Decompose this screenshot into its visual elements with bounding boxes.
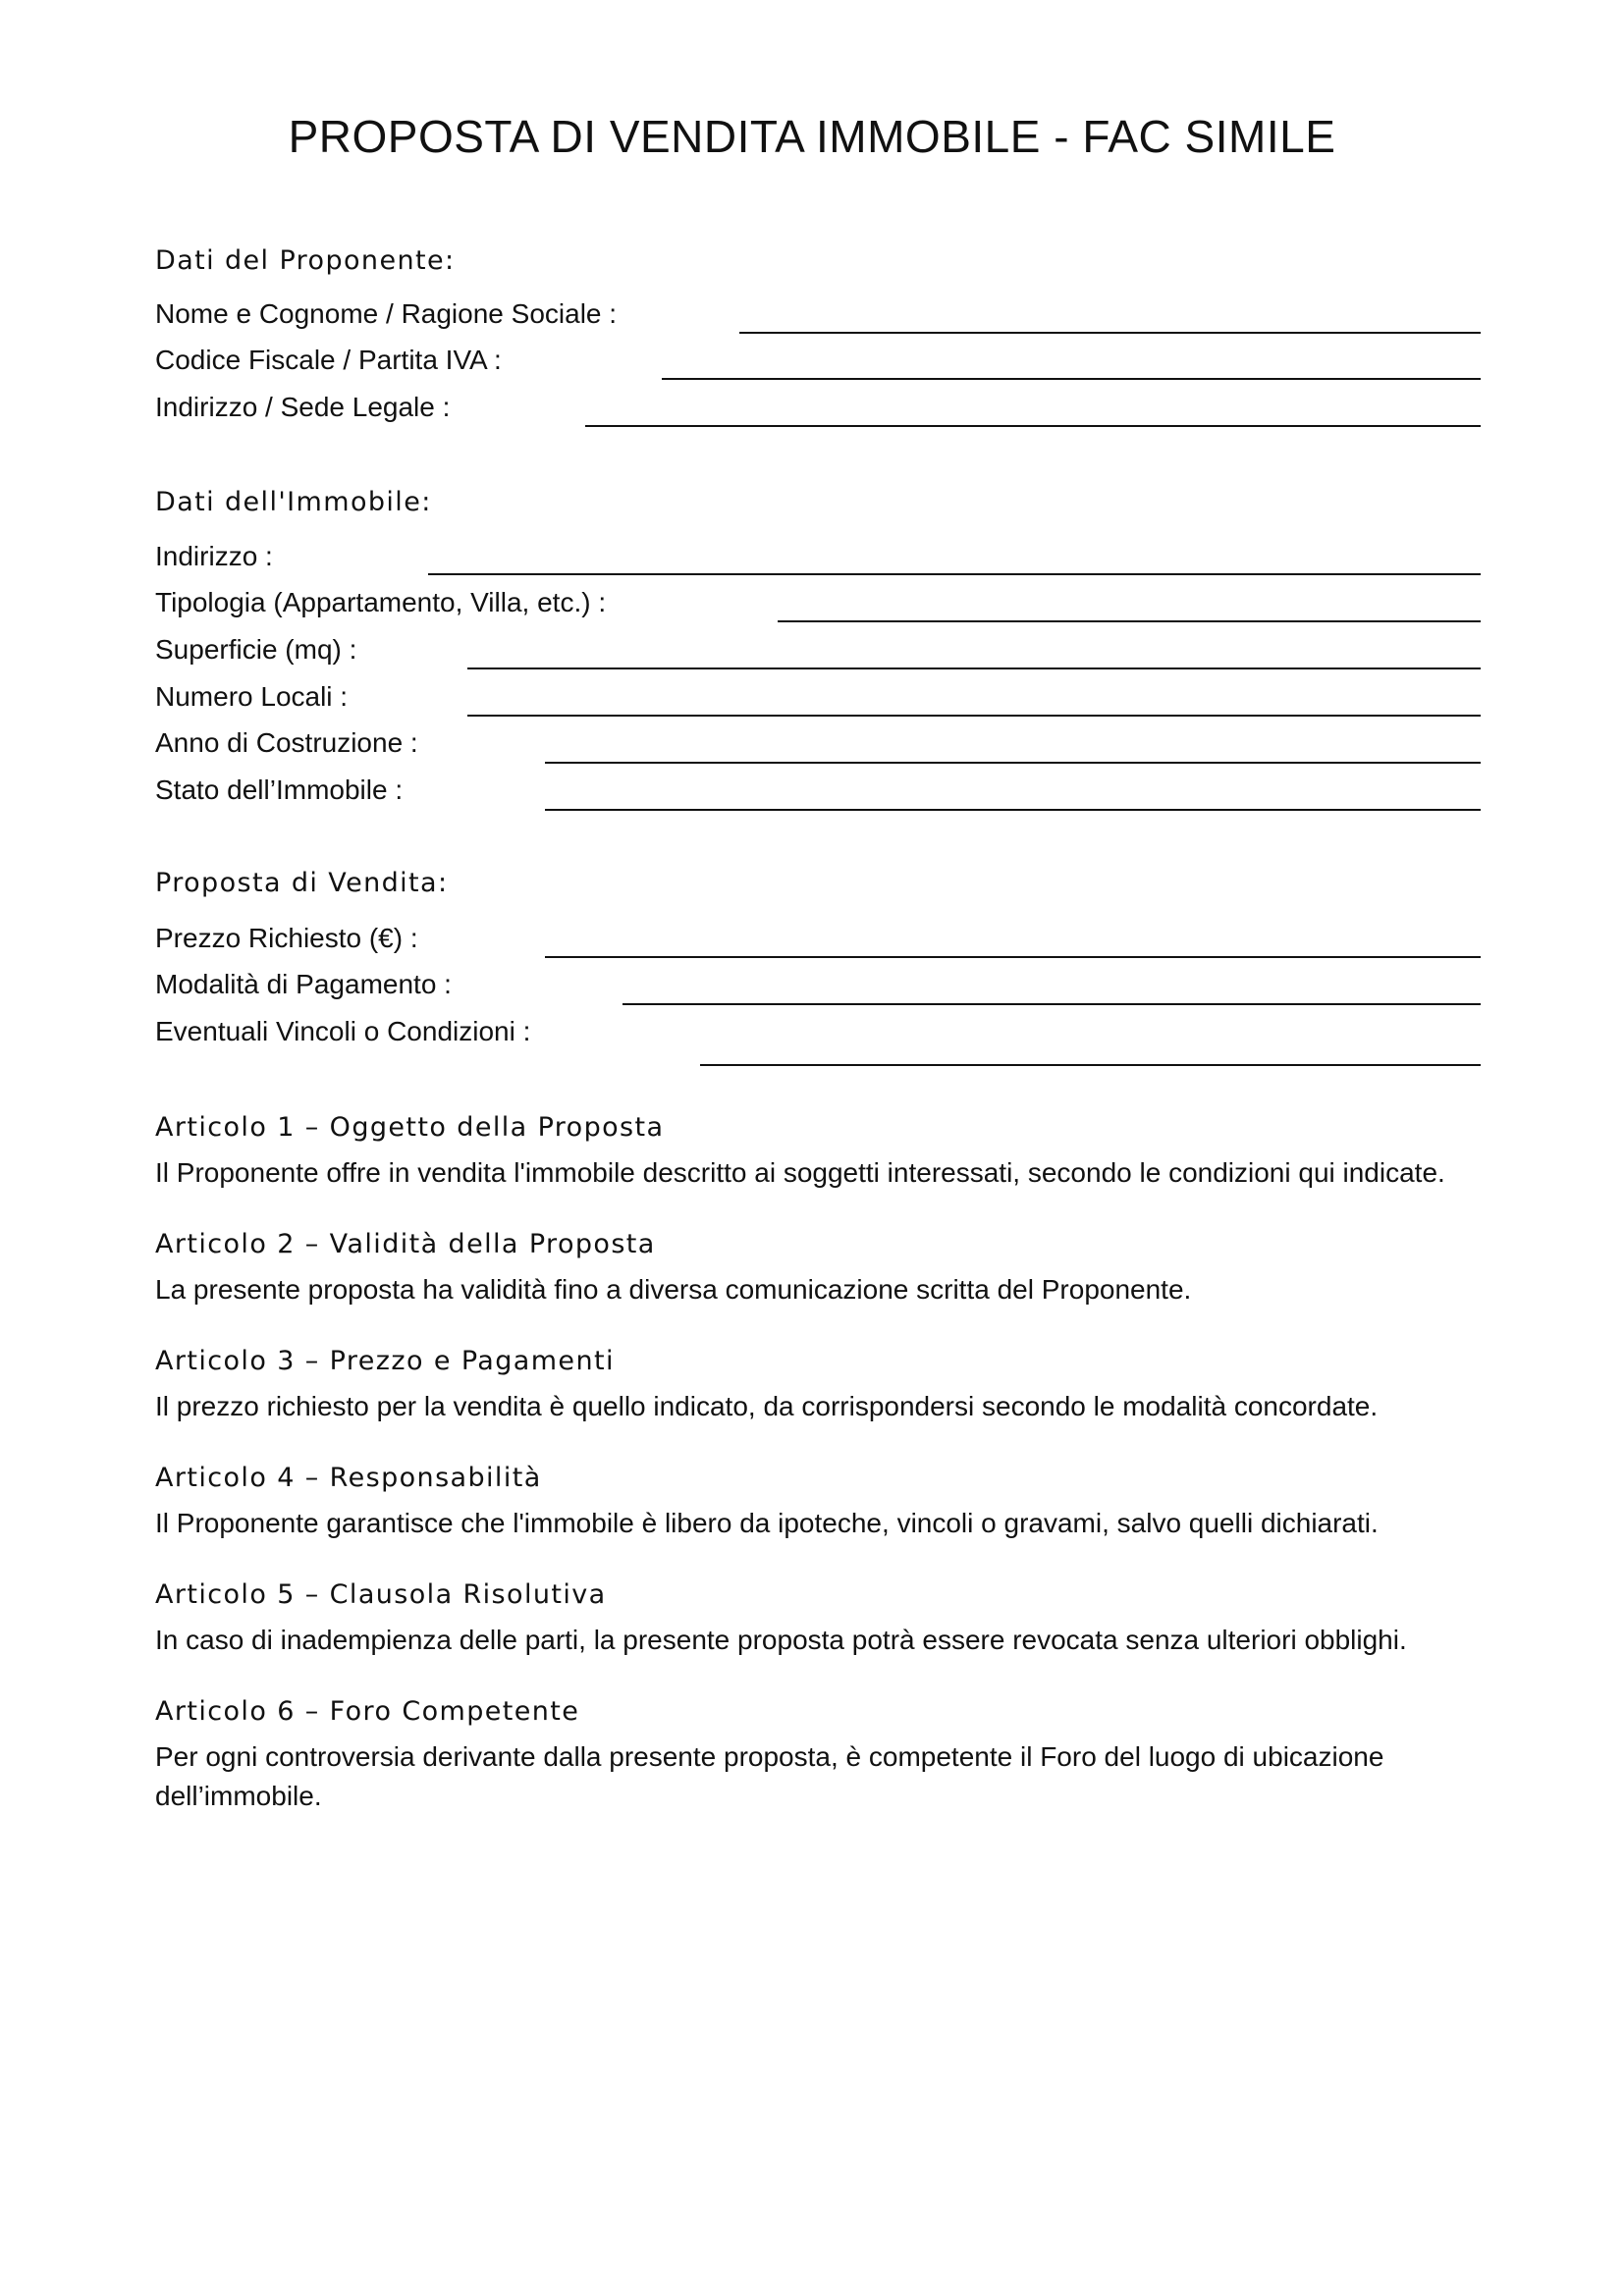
field-label: Indirizzo :: [155, 541, 273, 571]
article-title: Articolo 2 – Validità della Proposta: [155, 1229, 656, 1259]
field-stato-immobile: [155, 774, 1481, 814]
fill-in-line-anno-costruzione[interactable]: [545, 762, 1481, 764]
document-title: PROPOSTA DI VENDITA IMMOBILE - FAC SIMILE: [288, 111, 1336, 162]
field-prezzo-richiesto: [155, 923, 1481, 962]
field-label: Codice Fiscale / Partita IVA :: [155, 345, 502, 375]
article-text: In caso di inadempienza delle parti, la presente proposta potrà essere revocata senza ulteriori obblighi.: [155, 1625, 1407, 1655]
section-heading-proponente: Dati del Proponente:: [155, 245, 456, 276]
field-vincoli-condizioni: [155, 1016, 1481, 1055]
field-codice-fiscale: [155, 345, 1481, 384]
field-label: Eventuali Vincoli o Condizioni :: [155, 1016, 531, 1046]
field-anno-costruzione: [155, 727, 1481, 767]
field-label: Tipologia (Appartamento, Villa, etc.) :: [155, 587, 607, 617]
article-title: Articolo 6 – Foro Competente: [155, 1696, 580, 1727]
article-text: La presente proposta ha validità fino a diversa comunicazione scritta del Proponente.: [155, 1274, 1192, 1305]
field-label: Superficie (mq) :: [155, 634, 357, 665]
article-text-line: dell’immobile.: [155, 1781, 322, 1811]
article-text: Il Proponente offre in vendita l'immobile descritto ai soggetti interessati, secondo le condizioni qui indicate.: [155, 1157, 1445, 1188]
article-title: Articolo 4 – Responsabilità: [155, 1463, 542, 1493]
fill-in-line-numero-locali[interactable]: [467, 715, 1481, 717]
article-text: Il Proponente garantisce che l'immobile è libero da ipoteche, vincoli o gravami, salvo quelli dichiarati.: [155, 1508, 1379, 1538]
fill-in-line-superficie[interactable]: [467, 667, 1481, 669]
fill-in-line-stato-immobile[interactable]: [545, 809, 1481, 811]
field-indirizzo-sede: [155, 392, 1481, 431]
field-label: Modalità di Pagamento :: [155, 969, 452, 999]
fill-in-line-indirizzo-immobile[interactable]: [428, 573, 1481, 575]
article-title: Articolo 1 – Oggetto della Proposta: [155, 1112, 665, 1143]
article-title: Articolo 3 – Prezzo e Pagamenti: [155, 1346, 615, 1376]
field-label: Stato dell’Immobile :: [155, 774, 404, 805]
field-label: Prezzo Richiesto (€) :: [155, 923, 418, 953]
fill-in-line-tipologia[interactable]: [778, 620, 1481, 622]
article-text: Il prezzo richiesto per la vendita è quello indicato, da corrispondersi secondo le modalità concordate.: [155, 1391, 1379, 1421]
fill-in-line-modalita-pagamento[interactable]: [623, 1003, 1481, 1005]
article-title: Articolo 5 – Clausola Risolutiva: [155, 1579, 607, 1610]
field-label: Nome e Cognome / Ragione Sociale :: [155, 298, 618, 329]
field-nome-cognome: [155, 298, 1481, 338]
field-label: Numero Locali :: [155, 681, 349, 712]
field-indirizzo-immobile: [155, 541, 1481, 580]
field-tipologia: [155, 587, 1481, 626]
fill-in-line-indirizzo-sede[interactable]: [585, 425, 1481, 427]
section-heading-vendita: Proposta di Vendita:: [155, 868, 449, 898]
fill-in-line-prezzo-richiesto[interactable]: [545, 956, 1481, 958]
article-text-line: Per ogni controversia derivante dalla presente proposta, è competente il Foro del luogo di ubicazione: [155, 1741, 1384, 1772]
field-modalita-pagamento: [155, 969, 1481, 1008]
fill-in-line-nome-cognome[interactable]: [739, 332, 1481, 334]
section-heading-immobile: Dati dell'Immobile:: [155, 487, 432, 517]
fill-in-line-codice-fiscale[interactable]: [662, 378, 1481, 380]
field-numero-locali: [155, 681, 1481, 721]
field-superficie: [155, 634, 1481, 673]
field-label: Indirizzo / Sede Legale :: [155, 392, 451, 422]
field-label: Anno di Costruzione :: [155, 727, 418, 758]
fill-in-line-vincoli-condizioni[interactable]: [700, 1064, 1481, 1066]
